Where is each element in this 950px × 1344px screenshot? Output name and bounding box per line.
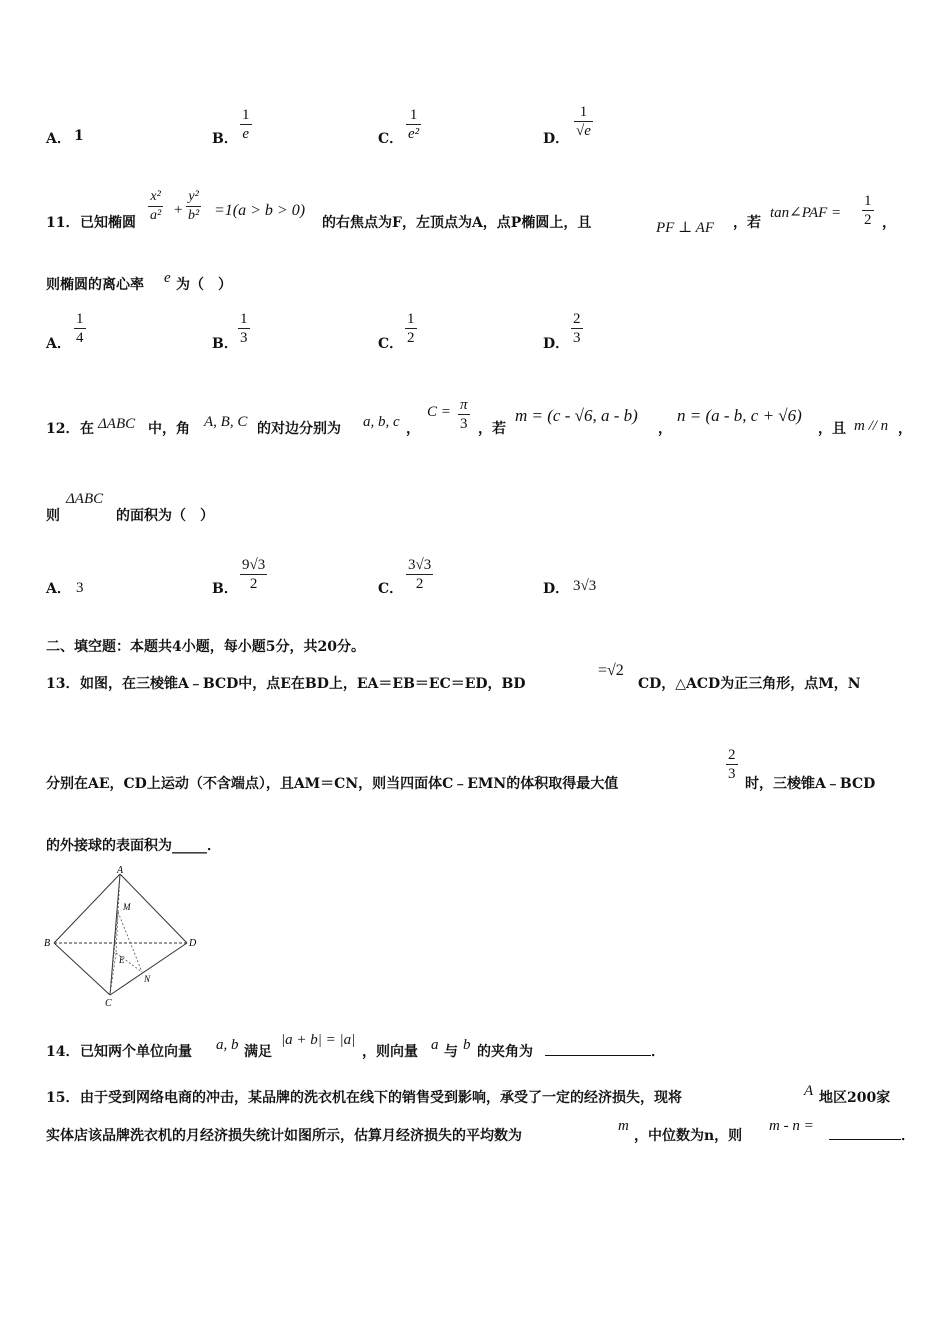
q12-option-a-value: 3 (76, 580, 84, 596)
q13-line2-a: 分别在AE，CD上运动（不含端点），且AM＝CN，则当四面体C﹣EMN的体积取得最大值 (46, 776, 619, 792)
q11-option-b-label: B． (212, 336, 238, 352)
q14-abs-expression: |a + b| = |a| (281, 1032, 356, 1048)
q11-equation-rest: =1(a > b > 0) (214, 202, 306, 219)
q11-plus: + (174, 202, 183, 218)
label-b: B (44, 938, 51, 949)
q14-text-2: 满足 (244, 1044, 272, 1060)
q11-line2-var: e (164, 270, 171, 286)
label-d: D (189, 938, 197, 949)
q12-text-3: 的对边分别为 (257, 421, 341, 437)
q11-line2-end: 为（ ） (176, 277, 232, 293)
q15-number: 15． (46, 1090, 80, 1106)
q12-text-1: 在 (80, 421, 94, 437)
q12-text-4: ， (406, 421, 420, 437)
q12-option-b-label: B． (212, 581, 238, 597)
q15-region-var: A (804, 1083, 814, 1099)
q11-option-a-label: A． (46, 336, 71, 352)
q10-option-c-label: C． (378, 131, 404, 147)
q13-number: 13． (46, 676, 80, 692)
q12-line2-start: 则 (46, 508, 60, 524)
q13-line1-a: 如图，在三棱锥A﹣BCD中，点E在BD上，EA＝EB＝EC＝ED，BD (80, 676, 526, 692)
q12-text-8: ， (898, 421, 912, 437)
q11-option-c-label: C． (378, 336, 404, 352)
q11-x-fraction: $\frac{\text{x²}}{\text{a²}}$ (150, 189, 162, 223)
q14-var-b: b (463, 1037, 471, 1053)
q10-option-c-fraction: $\frac{1}{\text{e²}}$ (408, 107, 420, 142)
q11-text-1: 已知椭圆 (80, 215, 136, 231)
q10-option-a-value: 1 (74, 128, 84, 144)
q15-answer-blank (829, 1127, 901, 1140)
q12-line2-triangle: ΔABC (66, 491, 104, 507)
q11-number: 11． (46, 215, 80, 231)
q15-expression: m - n = (769, 1118, 814, 1134)
q10-option-b-label: B． (212, 131, 238, 147)
q12-option-d-label: D． (543, 581, 570, 597)
q12-parallel: m // n (854, 418, 889, 434)
q11-option-b-fraction: $\frac{1}{3}$ (240, 311, 248, 346)
label-n: N (144, 974, 151, 984)
q12-option-a-label: A． (46, 581, 71, 597)
q15-var-m: m (618, 1118, 629, 1134)
q13-line3: 的外接球的表面积为_____． (46, 838, 221, 854)
label-c: C (105, 998, 112, 1009)
q13-line1-b: CD，△ACD为正三角形，点M，N (638, 676, 861, 692)
q15-line1-b: 地区200家 (819, 1090, 891, 1106)
q12-text-5: ，若 (478, 421, 506, 437)
q12-sides: a, b, c (363, 414, 400, 430)
q12-text-2: 中，角 (148, 421, 190, 437)
q12-option-d-value: 3√3 (573, 578, 597, 594)
q12-c-equals: C = (427, 404, 451, 420)
q14-text-1: 已知两个单位向量 (80, 1044, 192, 1060)
q12-text-6: ， (658, 421, 672, 437)
q10-option-d-label: D． (543, 131, 570, 147)
q14-number: 14． (46, 1044, 80, 1060)
q11-text-4: ， (882, 215, 896, 231)
q14-text-3: ，则向量 (362, 1044, 418, 1060)
label-a: A (117, 865, 124, 876)
q12-number: 12． (46, 421, 80, 437)
q14-text-5: 的夹角为 (477, 1044, 533, 1060)
q11-tan-fraction: $\frac{1}{2}$ (864, 193, 872, 228)
edge-cd (110, 943, 187, 995)
label-m: M (123, 902, 131, 912)
q11-option-d-fraction: $\frac{2}{3}$ (573, 311, 581, 346)
q10-option-a-label: A． (46, 131, 71, 147)
q14-text-end: ． (651, 1044, 665, 1060)
q12-text-7: ，且 (818, 421, 846, 437)
edge-bc (54, 943, 110, 995)
q12-angles: A, B, C (204, 414, 248, 430)
q13-line2-b: 时，三棱锥A﹣BCD (745, 776, 876, 792)
q10-option-d-fraction: $\frac{1}{√e}$ (576, 104, 591, 139)
q13-max-volume-fraction: $\frac{2}{3}$ (728, 747, 736, 782)
q12-option-b-fraction: $\frac{9√3}{2}$ (242, 557, 266, 592)
q13-pyramid-figure (40, 862, 205, 1012)
q12-triangle: ΔABC (98, 416, 136, 432)
q12-vector-n: n = (a - b, c + √6) (677, 406, 802, 425)
q11-line2-text: 则椭圆的离心率 (46, 277, 144, 293)
edge-ab (54, 874, 120, 943)
q15-line1-a: 由于受到网络电商的冲击，某品牌的洗衣机在线下的销售受到影响，承受了一定的经济损失，现将 (80, 1090, 682, 1106)
q14-text-4: 与 (444, 1044, 458, 1060)
q14-answer-blank (545, 1043, 651, 1056)
q12-option-c-label: C． (378, 581, 404, 597)
section-2-heading: 二、填空题：本题共4小题，每小题5分，共20分。 (46, 639, 365, 655)
q15-line2-a: 实体店该品牌洗衣机的月经济损失统计如图所示，估算月经济损失的平均数为 (46, 1128, 522, 1144)
q10-option-b-fraction: $\frac{1}{e}$ (242, 107, 250, 142)
q11-text-2: 的右焦点为F，左顶点为A，点P椭圆上，且 (322, 215, 592, 231)
label-e: E (119, 955, 125, 965)
q15-line2-end: ． (901, 1128, 915, 1144)
q11-option-c-fraction: $\frac{1}{2}$ (407, 311, 415, 346)
q11-text-3: ，若 (733, 215, 761, 231)
q12-line2-end: 的面积为（ ） (116, 508, 214, 524)
q11-y-fraction: $\frac{\text{y²}}{\text{b²}}$ (188, 189, 200, 223)
q12-pi-fraction: $\frac{\pi}{3}$ (460, 397, 468, 432)
q14-vars: a, b (216, 1037, 239, 1053)
q11-option-d-label: D． (543, 336, 570, 352)
q14-var-a: a (431, 1037, 439, 1053)
q12-option-c-fraction: $\frac{3√3}{2}$ (408, 557, 432, 592)
q11-tan-expression: tan∠PAF = (770, 205, 842, 221)
q12-vector-m: m = (c - √6, a - b) (515, 406, 638, 425)
q11-perpendicular: PF ⊥ AF (656, 220, 714, 236)
q11-option-a-fraction: $\frac{1}{4}$ (76, 311, 84, 346)
q15-line2-b: ，中位数为n，则 (634, 1128, 743, 1144)
q13-sqrt-expression: =√2 (598, 662, 624, 679)
